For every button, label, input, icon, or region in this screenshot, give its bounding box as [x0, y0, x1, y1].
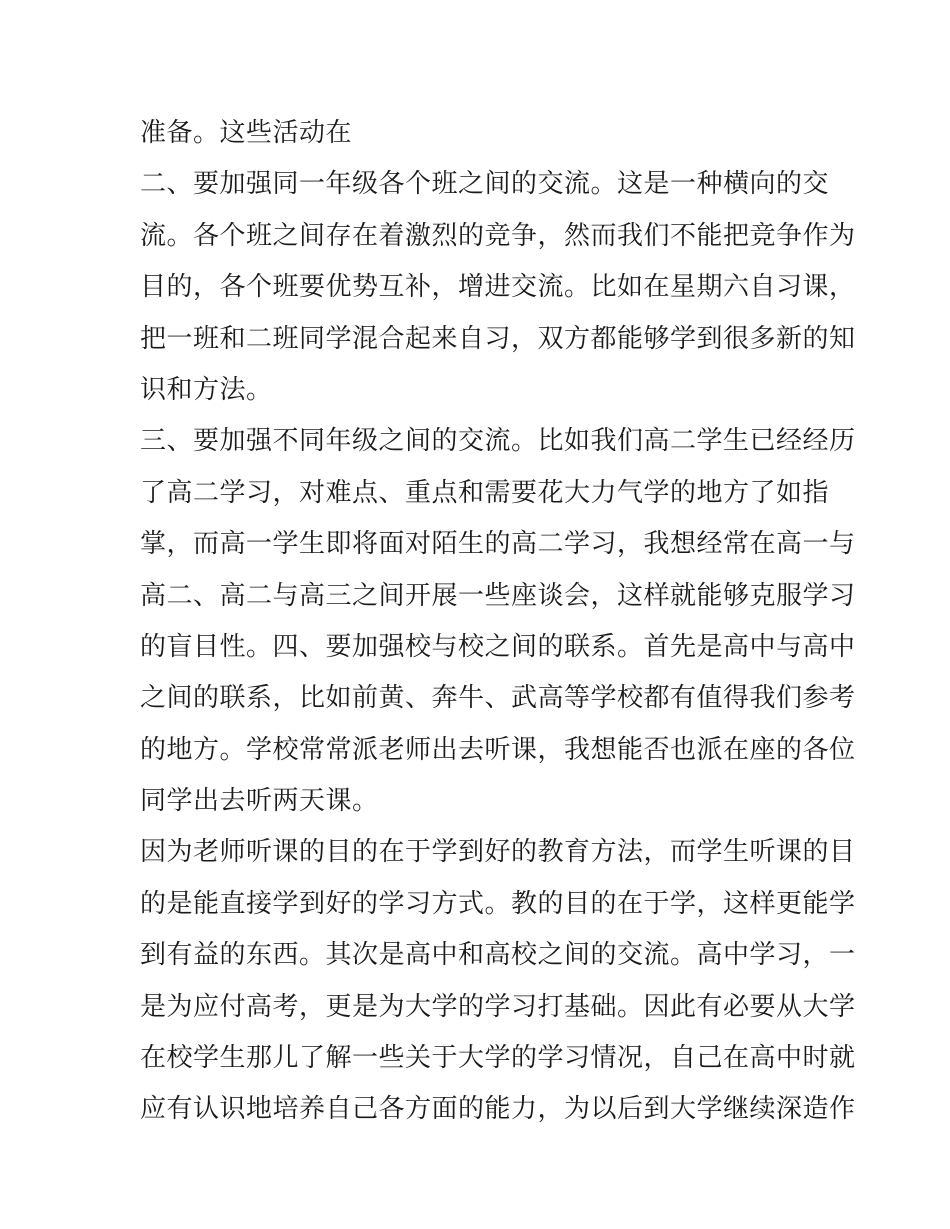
- text-line: 把一班和二班同学混合起来自习，双方都能够学到很多新的知: [140, 323, 856, 354]
- text-line: 识和方法。: [140, 374, 273, 405]
- text-line: 因为老师听课的目的在于学到好的教育方法，而学生听课的目: [140, 837, 856, 868]
- text-line: 是为应付高考，更是为大学的学习打基础。因此有必要从大学: [140, 991, 856, 1022]
- text-line: 的地方。学校常常派老师出去听课，我想能否也派在座的各位: [140, 734, 856, 765]
- text-line: 应有认识地培养自己各方面的能力，为以后到大学继续深造作: [140, 1094, 856, 1125]
- body-text: [140, 108, 856, 1136]
- text-line: 在校学生那儿了解一些关于大学的学习情况，自己在高中时就: [140, 1043, 856, 1074]
- text-line: 了高二学习，对难点、重点和需要花大力气学的地方了如指: [140, 477, 830, 508]
- text-line: 掌，而高一学生即将面对陌生的高二学习，我想经常在高一与: [140, 529, 856, 560]
- text-line: 之间的联系，比如前黄、奔牛、武高等学校都有值得我们参考: [140, 683, 856, 714]
- text-line: 准备。这些活动在: [140, 118, 353, 148]
- text-line: 同学出去听两天课。: [140, 786, 379, 817]
- text-line: 高二、高二与高三之间开展一些座谈会，这样就能够克服学习: [140, 580, 856, 611]
- text-line: 三、要加强不同年级之间的交流。比如我们高二学生已经经历: [140, 426, 856, 457]
- text-line: 二、要加强同一年级各个班之间的交流。这是一种横向的交: [140, 169, 830, 200]
- text-line: 目的，各个班要优势互补，增进交流。比如在星期六自习课，: [140, 272, 856, 303]
- text-line: 的是能直接学到好的学习方式。教的目的在于学，这样更能学: [140, 888, 856, 919]
- text-line: 到有益的东西。其次是高中和高校之间的交流。高中学习，一: [140, 940, 856, 971]
- text-line: 的盲目性。四、要加强校与校之间的联系。首先是高中与高中: [140, 631, 856, 662]
- text-line: 流。各个班之间存在着激烈的竞争，然而我们不能把竞争作为: [140, 220, 856, 251]
